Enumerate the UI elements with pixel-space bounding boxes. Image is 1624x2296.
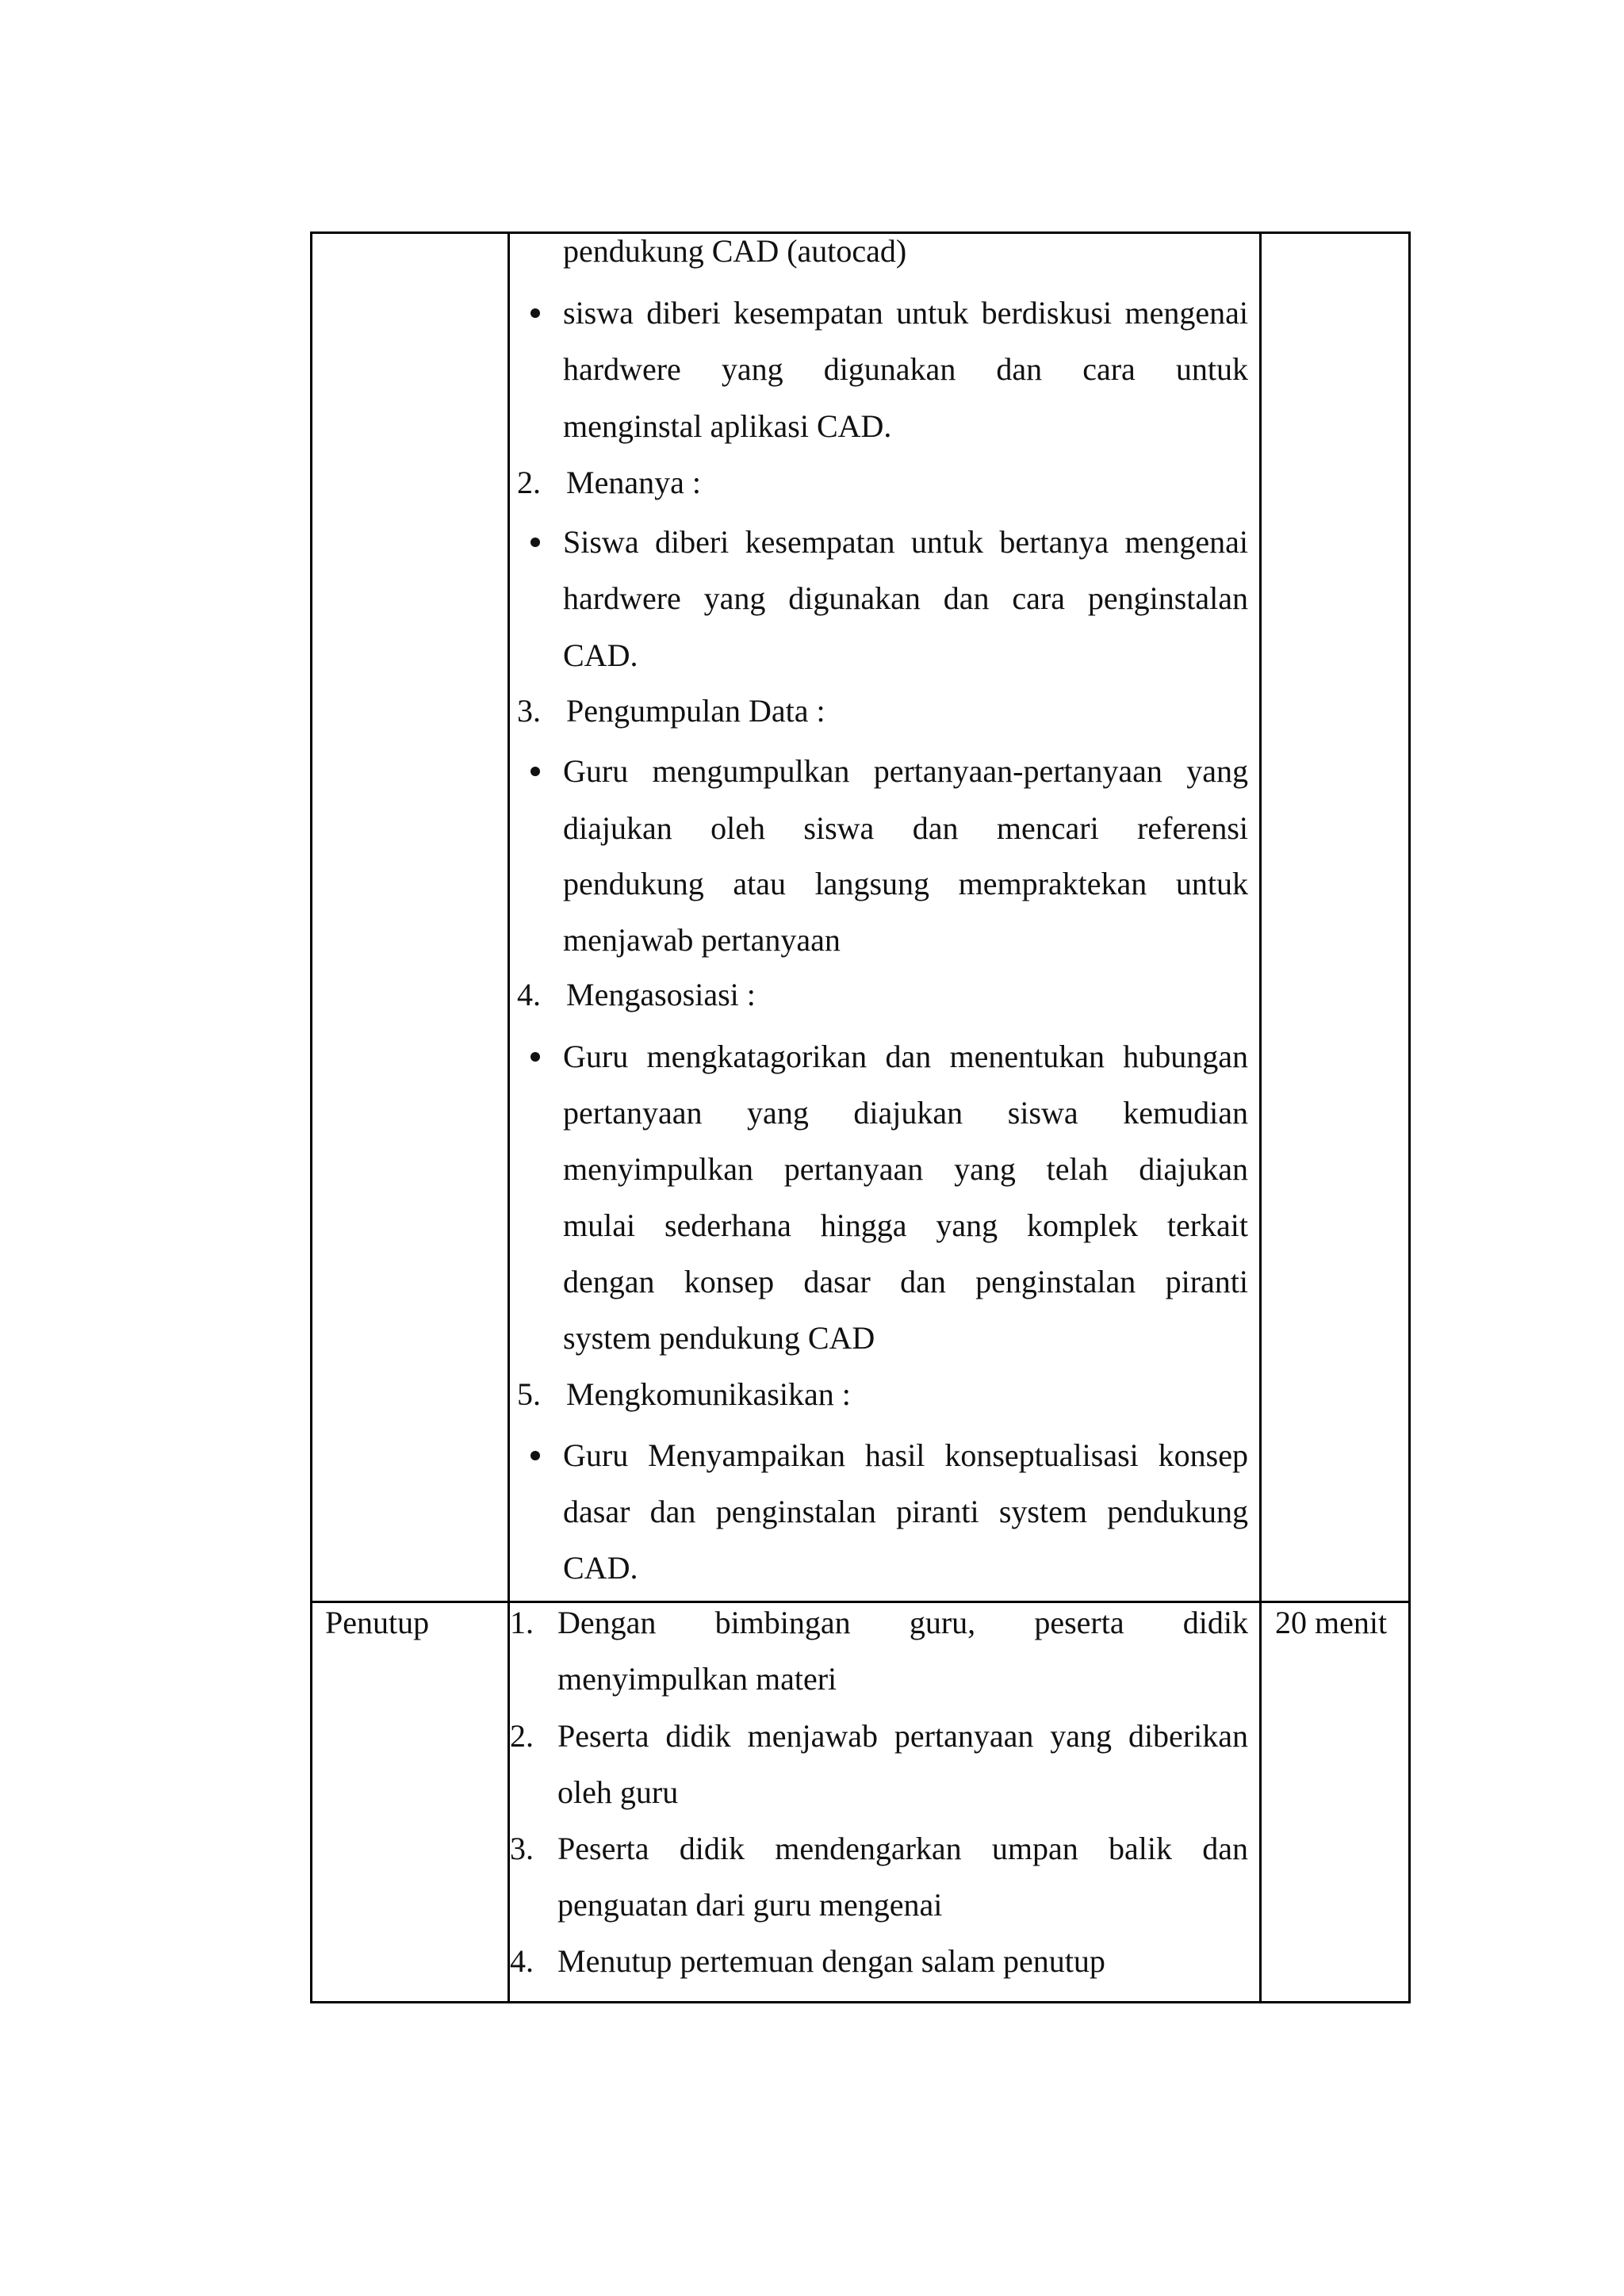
- list-number: 1.: [510, 1605, 534, 1640]
- table-border-left: [310, 232, 312, 2003]
- bullet-icon: [530, 308, 540, 318]
- bullet-icon: [530, 538, 540, 547]
- text-line: menyimpulkan materi: [557, 1661, 837, 1697]
- section-heading: Pengumpulan Data :: [566, 693, 825, 729]
- text-line: penguatan dari guru mengenai: [557, 1887, 943, 1923]
- section-heading: Mengasosiasi :: [566, 977, 756, 1012]
- list-number: 3.: [510, 1831, 534, 1866]
- text-line: dengan konsep dasar dan penginstalan piranti: [563, 1264, 1248, 1299]
- text-line: menjawab pertanyaan: [563, 922, 841, 958]
- list-number: 5.: [517, 1376, 541, 1412]
- text-line: siswa diberi kesempatan untuk berdiskusi mengenai: [563, 295, 1248, 331]
- text-line: Peserta didik mendengarkan umpan balik dan: [557, 1831, 1248, 1866]
- text-line: oleh guru: [557, 1774, 679, 1810]
- text-line: Dengan bimbingan guru, peserta didik: [557, 1605, 1248, 1640]
- text-line: Peserta didik menjawab pertanyaan yang diberikan: [557, 1718, 1248, 1754]
- bullet-icon: [530, 1451, 540, 1460]
- table-row-divider: [310, 1601, 1411, 1603]
- bullet-icon: [530, 1052, 540, 1062]
- list-number: 2.: [517, 465, 541, 500]
- text-line: Guru Menyampaikan hasil konseptualisasi konsep: [563, 1437, 1248, 1473]
- text-line: pertanyaan yang diajukan siswa kemudian: [563, 1095, 1248, 1131]
- table-border-bottom: [310, 2001, 1411, 2003]
- table-border-right: [1408, 232, 1411, 2003]
- section-heading: Mengkomunikasikan :: [566, 1376, 851, 1412]
- text-line: system pendukung CAD: [563, 1320, 875, 1356]
- text-line: Guru mengkatagorikan dan menentukan hubungan: [563, 1039, 1248, 1074]
- phase-label: Penutup: [325, 1605, 430, 1640]
- text-line: hardwere yang digunakan dan cara untuk: [563, 351, 1248, 387]
- section-heading: Menanya :: [566, 465, 701, 500]
- text-line: hardwere yang digunakan dan cara penginstalan: [563, 580, 1248, 616]
- text-line: Siswa diberi kesempatan untuk bertanya mengenai: [563, 524, 1248, 560]
- list-number: 4.: [510, 1943, 534, 1979]
- text-line: dasar dan penginstalan piranti system pendukung: [563, 1494, 1248, 1529]
- table-border-col3: [1259, 232, 1262, 2003]
- list-number: 2.: [510, 1718, 534, 1754]
- bullet-icon: [530, 767, 540, 776]
- text-line: diajukan oleh siswa dan mencari referensi: [563, 810, 1248, 846]
- text-line: menyimpulkan pertanyaan yang telah diajukan: [563, 1151, 1248, 1187]
- list-number: 4.: [517, 977, 541, 1012]
- time-allocation: 20 menit: [1275, 1605, 1388, 1640]
- text-line: CAD.: [563, 1550, 638, 1586]
- list-number: 3.: [517, 693, 541, 729]
- text-line: Guru mengumpulkan pertanyaan-pertanyaan yang: [563, 753, 1248, 789]
- text-line: pendukung CAD (autocad): [563, 233, 907, 269]
- text-line: CAD.: [563, 637, 638, 673]
- text-line: pendukung atau langsung mempraktekan untuk: [563, 866, 1248, 901]
- text-line: mulai sederhana hingga yang komplek terkait: [563, 1207, 1248, 1243]
- text-line: menginstal aplikasi CAD.: [563, 408, 892, 444]
- text-line: Menutup pertemuan dengan salam penutup: [557, 1943, 1105, 1979]
